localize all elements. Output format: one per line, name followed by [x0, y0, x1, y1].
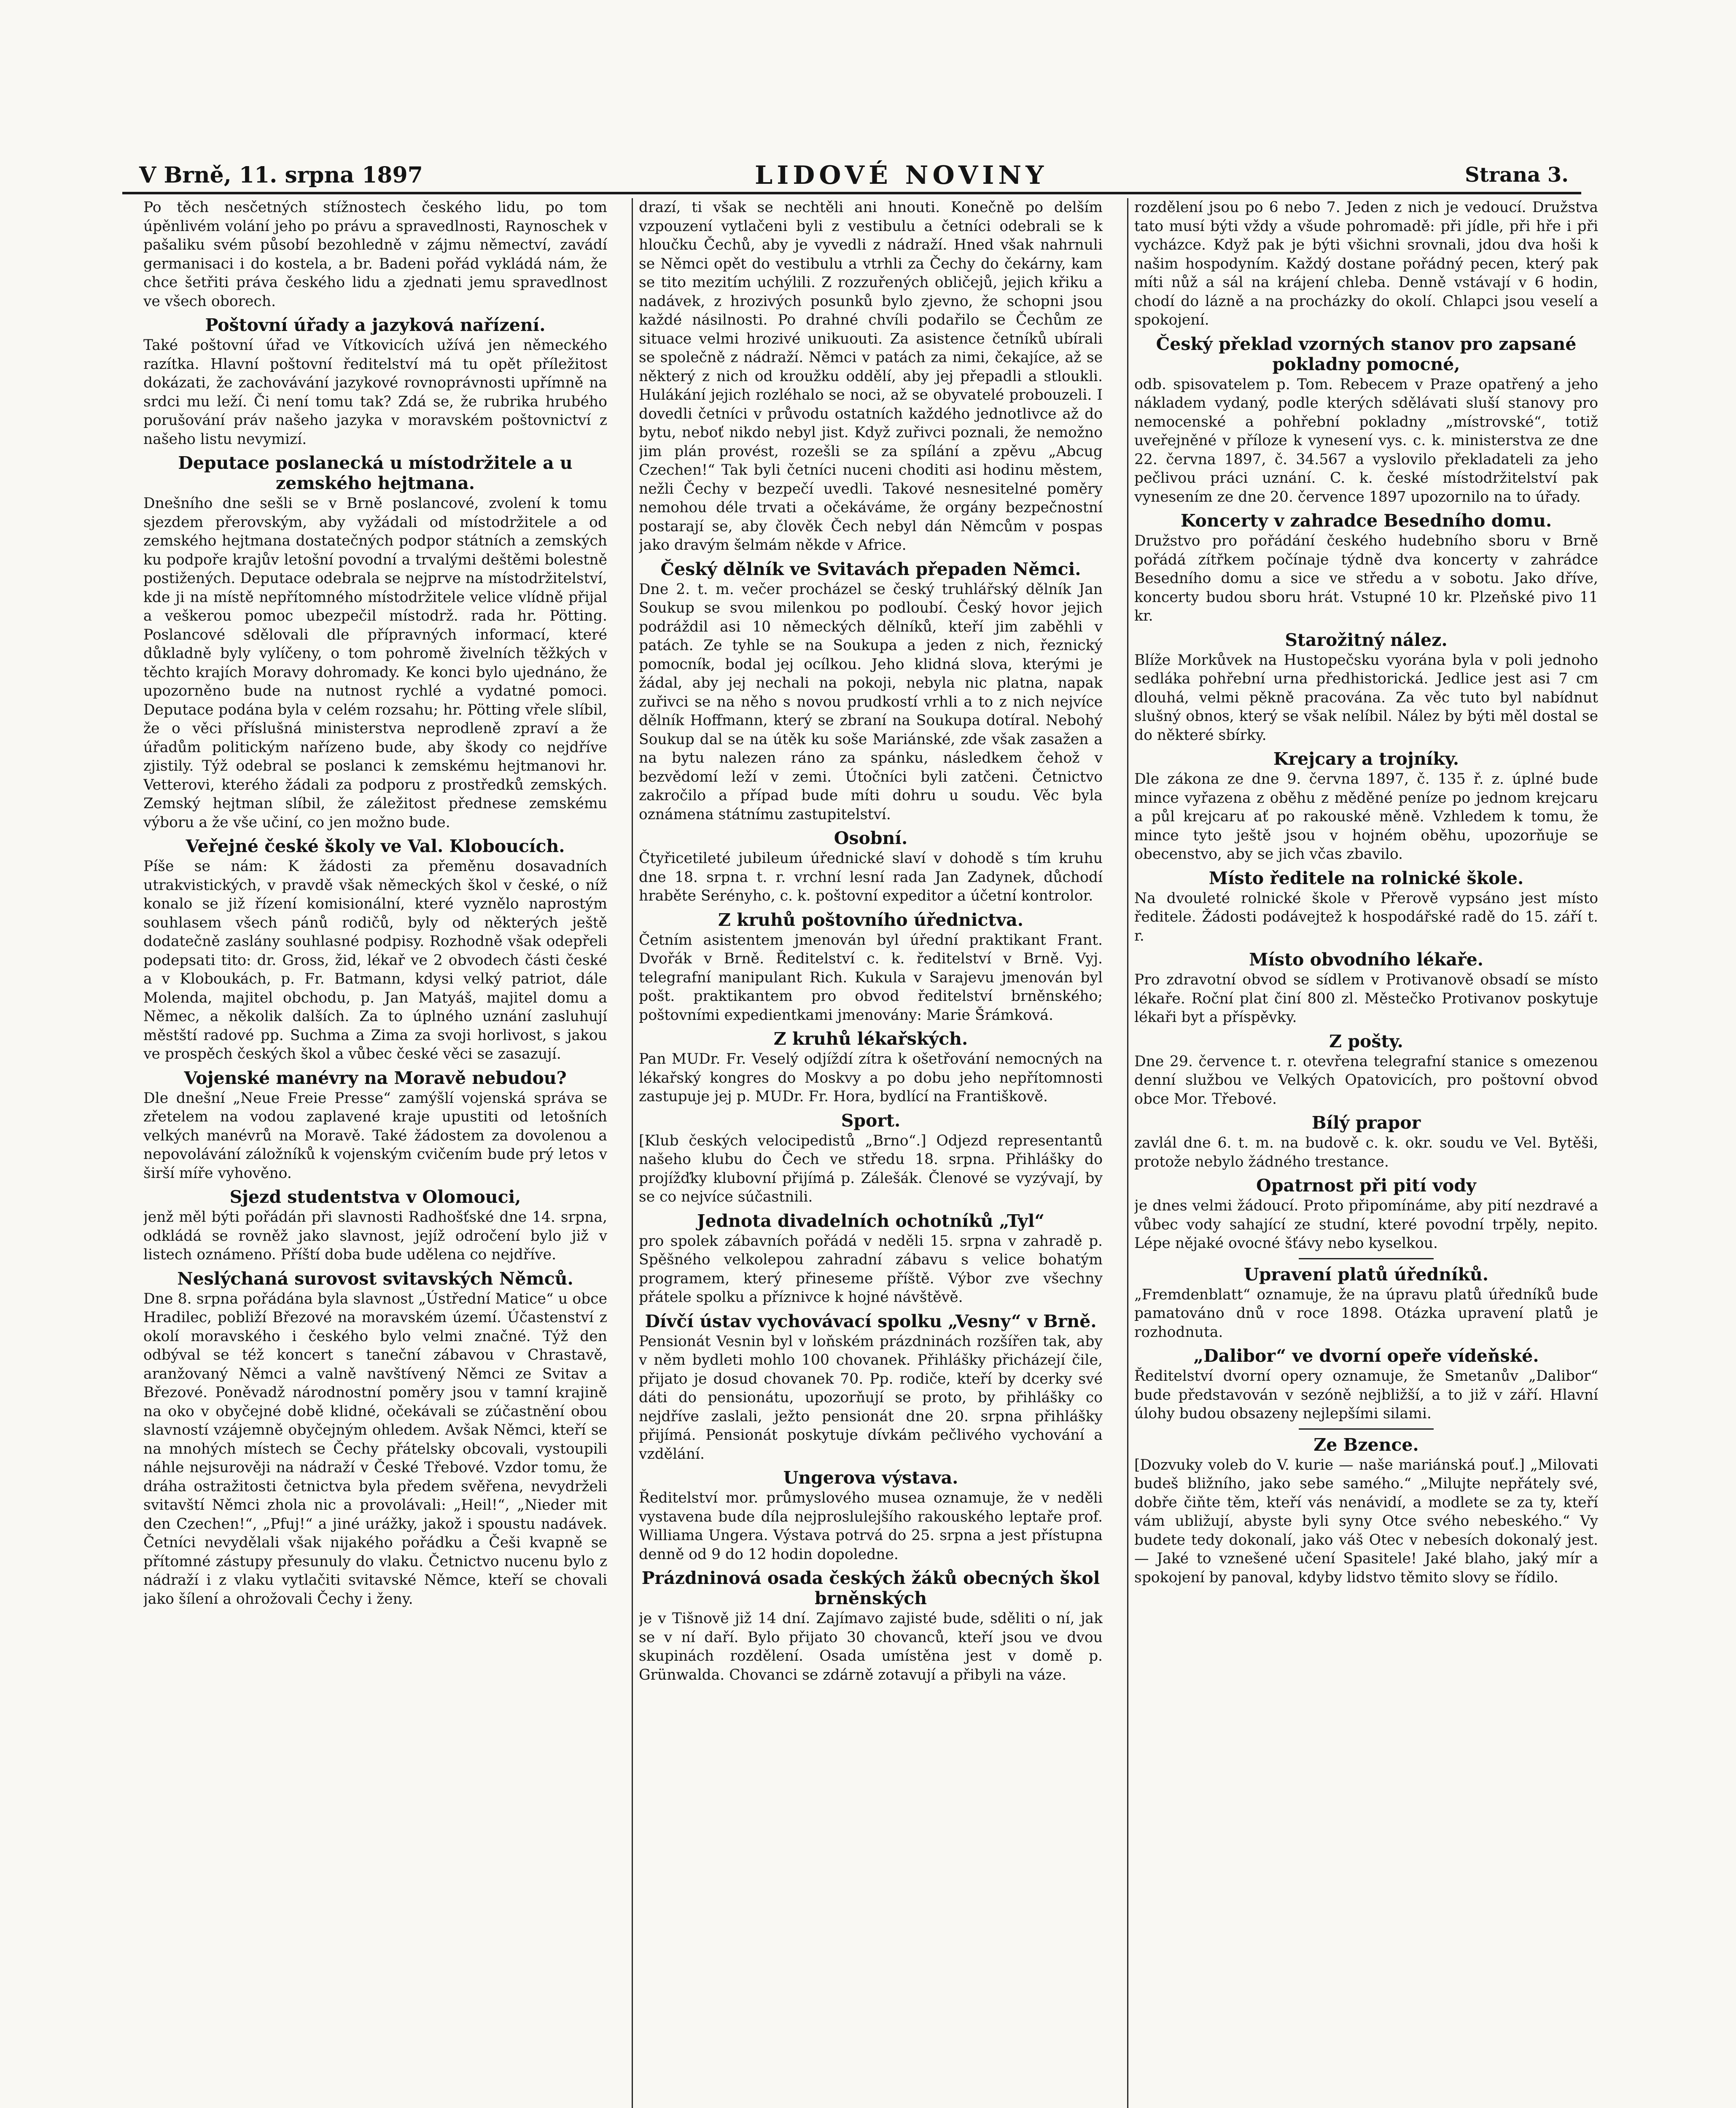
- article-heading: Český překlad vzorných stanov pro zapsané pokladny pomocné,: [1156, 333, 1577, 374]
- article-heading: „Dalibor“ ve dvorní opeře vídeňské.: [1193, 1346, 1539, 1366]
- article-heading: Sport.: [841, 1110, 901, 1131]
- article-body: Družstvo pro pořádání českého hudebního sboru v Brně pořádá zítřkem počínaje týdně dva koncerty v zahrádce Besedního domu a sice ve středu a v sobotu. Jako dříve, koncerty budou sboru hrát. Vstupné 10 kr. Plzeňské pivo 11 kr.: [1134, 532, 1598, 624]
- article-heading: Ungerova výstava.: [783, 1468, 958, 1488]
- article-body: je v Tišnově již 14 dní. Zajímavo zajisté bude, sděliti o ní, jak se v ní daří. Bylo přijato 30 chovanců, kteří jsou ve dvou skupinách rozdělení. Osada umístěna jest v domě p. Grünwalda. Chovanci se zdárně zotavují a přibyli na váze.: [639, 1610, 1103, 1683]
- article-heading: Starožitný nález.: [1285, 629, 1448, 650]
- column-divider-1: [632, 198, 633, 2108]
- article-body: „Fremdenblatt“ oznamuje, že na úpravu platů úředníků bude pamatováno dnů v roce 1898. Otázka upravení platů je rozhodnuta.: [1134, 1286, 1598, 1341]
- article-heading: Upravení platů úředníků.: [1243, 1264, 1489, 1285]
- article-heading: Koncerty v zahradce Besedního domu.: [1180, 511, 1552, 531]
- page-header: [122, 162, 1581, 194]
- article-body: Dnešního dne sešli se v Brně poslancové, zvolení k tomu sjezdem přerovským, aby vyžádali od místodržitele a od zemského hejtmana dostatečných podpor státních a zemských ku podpoře krajův letošní povodní a trvalými deštěmi bolestně postižených. Deputace odebrala se nejprve na místodržitelství, kde ji na místě nepřítomného místodržitele velice vlídně přijal a veškerou pomoc ubezpečil místodrž. rada hr. Pötting. Poslancové sdělovali dle přípravných informací, které důkladně byly vylíčeny, o tom pohromě živelních těžkých v těchto krajích Moravy dohromady. Ke konci bylo ujednáno, že upozorněno bude na nutnost rychlé a vydatné pomoci. Deputace podána byla v celém rozsahu; hr. Pötting vřele slíbil, že o věci příslušná ministerstva neprodleně zpraví a že úřadům politickým nařízeno bude, aby škody co nejdříve zjistily. Týž odebral se poslanci k zemskému hejtmanovi hr. Vetterovi, kterého žádali za podporu z prostředků zemských. Zemský hejtman slíbil, že záležitost přednese zemskému výboru a že vše učiní, co jen možno bude.: [143, 495, 607, 831]
- column-1: [143, 198, 607, 2108]
- article-heading: Prázdninová osada českých žáků obecných škol brněnských: [641, 1568, 1100, 1608]
- article-body: je dnes velmi žádoucí. Proto připomínáme, aby pití nezdravé a vůbec vody sahající ze studní, které povodní trpěly, nepito. Lépe nějaké ovocné šťávy nebo kyselkou.: [1134, 1197, 1598, 1252]
- article-body: [Klub českých velocipedistů „Brno“.] Odjezd representantů našeho klubu do Čech ve středu 18. srpna. Přihlášky do projížďky klubovní přijímá p. Zálešák. Členové se vyzývají, by se co nejvíce súčastnili.: [639, 1132, 1103, 1205]
- article-body: Píše se nám: K žádosti za přeměnu dosavadních utrakvistických, v pravdě však německých škol v české, o níž konalo se již řízení komisionální, které vyznělo naprostým souhlasem všech pánů rodičů, byly od některých ještě dodatečně zaslány souhlasné podpisy. Rozhodně však odepřeli podepsati tito: dr. Gross, žid, lékař ve 2 obvodech části české a v Kloboukách, p. Fr. Batmann, kdysi velký patriot, dále Molenda, majitel obchodu, p. Jan Matyáš, majitel domu a Němec, a několik dalších. Za to úplného uznání zasluhují městští radové pp. Suchma a Zima za svoji horlivost, s jakou ve prospěch českých škol a vůbec české věci se zasazují.: [143, 858, 607, 1062]
- article-body: Dle zákona ze dne 9. června 1897, č. 135 ř. z. úplné bude mince vyřazena z oběhu z měděné peníze po jednom krejcaru a půl krejcaru ať po rakouské měně. Vzhledem k tomu, že mince tyto ještě jsou v hojném oběhu, upozorňuje se obecenstvo, aby se jich včas zbavilo.: [1134, 771, 1598, 863]
- article-heading: Z kruhů lékařských.: [773, 1029, 968, 1049]
- article-heading: Z kruhů poštovního úřednictva.: [718, 909, 1024, 930]
- article-body: Čtyřicetileté jubileum úřednické slaví v dohodě s tím kruhu dne 18. srpna t. r. vrchní lesní rada Jan Zadynek, důchodí hraběte Serényho, c. k. poštovní expeditor a účetní kontrolor.: [639, 850, 1103, 904]
- article-continuation: Po těch nesčetných stížnostech českého lidu, po tom úpěnlivém volání jeho po právu a spravedlnosti, Raynoschek v pašaliku svém působí bezohledně v zájmu němectví, zavádí germanisaci i do kostela, a br. Badeni pořád vykládá nám, že chce šetřiti práva českého lidu a zjednati jemu spravedlnost ve všech oborech.: [143, 199, 607, 310]
- article-heading: Ze Bzence.: [1313, 1434, 1419, 1455]
- section-divider: [1299, 1258, 1434, 1259]
- article-heading: Dívčí ústav vychovávací spolku „Vesny“ v Brně.: [645, 1311, 1097, 1331]
- article-continuation: drazí, ti však se nechtěli ani hnouti. Konečně po delším vzpouzení vytlačeni byli z vestibulu a četníci odebrali se k hloučku Čechů, aby je vyvedli z nádraží. Hned však nahrnuli se Němci opět do vestibulu a vtrhli za Čechy do čekárny, kam se tito mezitím uchýlili. Z rozzuřených obličejů, jejich křiku a nadávek, z hrozivých posunků bylo zjevno, že schopni jsou každé násilnosti. Po drahné chvíli podařilo se Čechům ze situace velmi hrozivé unikuouti. Za asistence četníků ubírali se společně z nádraží. Němci v patách za nimi, čekajíce, až se některý z nich od kroužku oddělí, aby jej přepadli a stloukli. Hulákání jejich rozléhalo se noci, až se obyvatelé probouzeli. I dovedli četníci v průvodu ostatních každého jednotlivce až do bytu, neboť nikdo nebyl jist. Když zuřivci poznali, že nemožno jim plán provést, rozešli se za spílání a zpěvu „Abcug Czechen!“ Tak byli četníci nuceni choditi asi hodinu městem, nežli Čechy v bezpečí uvedli. Takové nesnesitelné poměry nemohou déle trvati a očekáváme, že orgány bezpečnostní postarají se, aby člověk Čech nebyl dán Němcům v pospas jako dravým šelmám někde v Africe.: [639, 199, 1103, 554]
- article-body: Dne 8. srpna pořádána byla slavnost „Ústřední Matice“ u obce Hradilec, pobliží Březové na moravském území. Účastenství z okolí moravského i českého bylo velmi značné. Týž den odbýval se též koncert s taneční zábavou v Chrastavě, aranžovaný Němci a valně navštívený Němci ze Svitav a Březové. Poněvadž národnostní poměry jsou v tamní krajině na oko v obyčejné době klidné, očekávali se zúčastnění obou slavností vzájemně obyčejným ohledem. Avšak Němci, kteří se na mnohých místech se Čechy přátelsky obcovali, vystoupili náhle nejsurověji na nádraží v České Třebové. Vzdor tomu, že dráha ostražitosti četnictva byla předem svěřena, nevydrželi svitavští Němci zhola nic a provolávali: „Heil!“, „Nieder mit den Czechen!“, „Pfuj!“ a jiné urážky, jakož i spoustu nadávek. Četníci nevydělali však nijakého pořádku a Češi kvapně se přítomné zástupy přesunuly do vlaku. Četnictvo nucenu bylo z nádraží i z vlaku vytlačiti svitavské Němce, kteří se chovali jako šílení a ohrožovali Čechy i ženy.: [143, 1290, 607, 1608]
- section-divider: [1299, 1428, 1434, 1430]
- article-heading: Neslýchaná surovost svitavských Němců.: [177, 1268, 573, 1289]
- article-body: Pro zdravotní obvod se sídlem v Protivanově obsadí se místo lékaře. Roční plat činí 800 zl. Městečko Protivanov poskytuje lékaři byt a příspěvky.: [1134, 971, 1598, 1026]
- article-heading: Sjezd studentstva v Olomouci,: [229, 1187, 521, 1207]
- article-body: Také poštovní úřad ve Vítkovicích užívá jen německého razítka. Hlavní poštovní ředitelství má tu opět příležitost dokázati, že zachovávání jazykové rovnoprávnosti upřímně na srdci mu leží. Či není tomu tak? Zdá se, že rubrika hrubého porušování práv našeho jazyka v moravském poštovnictví z našeho listu nevymizí.: [143, 337, 607, 448]
- header-date: V Brně, 11. srpna 1897: [139, 162, 423, 188]
- article-body: jenž měl býti pořádán při slavnosti Radhošťské dne 14. srpna, odkládá se rovněž jako slavnost, jejíž odročení bylo již v listech oznámeno. Příští doba bude udělena co nejdříve.: [143, 1209, 607, 1263]
- article-body: Dle dnešní „Neue Freie Presse“ zamýšlí vojenská správa se zřetelem na vodou zaplavené kraje upustiti od letošních velkých manévrů na Moravě. Také žádostem za dovolenou a nepovolávání záložníků k vojenským cvičením bude prý letos v širší míře vyhověno.: [143, 1089, 607, 1182]
- article-heading: Deputace poslanecká u místodržitele a u zemského hejtmana.: [178, 453, 573, 493]
- article-body: odb. spisovatelem p. Tom. Rebecem v Praze opatřený a jeho nákladem vydaný, podle kterých sdělávati sluší stanovy pro nemocenské a pohřební pokladny „místrovské“, totiž uveřejněné v příloze k vynesení vys. c. k. ministerstva ze dne 22. června 1897, č. 34.567 a vyslovilo překladateli za jeho pečlivou práci uznání. C. k. české místodržitelství pak vynesením ze dne 20. července 1897 upozornilo na to úřady.: [1134, 376, 1598, 505]
- article-heading: Z pošty.: [1329, 1031, 1403, 1051]
- article-body: [Dozvuky voleb do V. kurie — naše mariánská pouť.] „Milovati budeš bližního, jako sebe samého.“ „Milujte nepřátely své, dobře čiňte těm, kteří vás nenávidí, a modlete se za ty, kteří vám ubližují, abyste byli syny Otce svého nebeského.“ Vy budete tedy dokonalí, jako váš Otec v nebesích dokonalý jest. — Jaké to vznešené učení Spasitele! Jaké blaho, jaký mír a spokojení by panoval, kdyby lidstvo těmito slovy se řídilo.: [1134, 1456, 1598, 1586]
- article-body: Četním asistentem jmenován byl úřední praktikant Frant. Dvořák v Brně. Ředitelství c. k. ředitelství v Brně. Vyj. telegrafní manipulant Rich. Kukula v Sarajevu jmenován byl pošt. praktikantem pro obvod ředitelství brněnského; poštovními expedientkami jmenovány: Marie Šrámková.: [639, 931, 1103, 1024]
- column-divider-2: [1127, 198, 1128, 2108]
- article-continuation: rozdělení jsou po 6 nebo 7. Jeden z nich je vedoucí. Družstva tato musí býti vždy a všude pohromadě: při jídle, při hře i při vycházce. Když pak je býti všichni srovnali, jdou dva hoši k našim hospodyním. Každý dostane pořádný pecen, který pak míti nůž a sál na krájení chleba. Denně vstávají v 6 hodin, chodí do lázně a na procházky do okolí. Chlapci jsou veselí a spokojení.: [1134, 199, 1598, 328]
- masthead-title: LIDOVÉ NOVINY: [755, 161, 1048, 190]
- article-body: Blíže Morkůvek na Hustopečsku vyorána byla v poli jednoho sedláka pohřební urna předhistorická. Jedlice jest asi 7 cm dlouhá, velmi pěkně pracována. Za věc tuto byl nabídnut slušný obnos, který se však nelíbil. Nález by býti měl dostal se do některé sbírky.: [1134, 651, 1598, 744]
- column-2: [639, 198, 1103, 2108]
- article-body: pro spolek zábavních pořádá v neděli 15. srpna v zahradě p. Spěšného velkolepou zahradní zábavu s velice bohatým programem, který přineseme příště. Výbor zve všechny přátele spolku a příznivce k hojné návštěvě.: [639, 1232, 1103, 1306]
- article-heading: Opatrnost při pití vody: [1256, 1175, 1476, 1196]
- article-heading: Jednota divadelních ochotníků „Tyl“: [697, 1210, 1045, 1231]
- article-heading: Krejcary a trojníky.: [1273, 749, 1459, 769]
- article-heading: Bílý prapor: [1311, 1113, 1421, 1133]
- article-heading: Vojenské manévry na Moravě nebudou?: [184, 1067, 567, 1088]
- article-body: Dne 2. t. m. večer procházel se český truhlářský dělník Jan Soukup se svou milenkou po podloubí. Český hovor jejich podráždil asi 10 německých dělníků, kteří jim zaběhli v patách. Ze tyhle se na Soukupa a jeden z nich, řeznický pomocník, bodal jej ocílkou. Jeho klidná slova, kterými je žádal, aby jej nechali na pokoji, nebyla nic platna, napak zuřivci se na něho s novou prudkostí vrhli a to z nich nejvíce dělník Hoffmann, který se zbraní na Soukupa dotíral. Nebohý Soukup dal se na útěk ku soše Mariánské, zde však zasažen a na bytu nalezen ráno za spánku, následkem čehož v bezvědomí leží v zemi. Útočníci byli zatčeni. Četnictvo zakročilo a případ bude míti dohru u soudu. Věc byla oznámena státnímu zastupitelství.: [639, 581, 1103, 823]
- article-heading: Český dělník ve Svitavách přepaden Němci.: [660, 559, 1081, 579]
- article-heading: Osobní.: [834, 828, 908, 848]
- page-number: Strana 3.: [1464, 163, 1569, 187]
- column-3: [1134, 198, 1598, 2108]
- article-body: Pan MUDr. Fr. Veselý odjíždí zítra k ošetřování nemocných na lékařský kongres do Moskvy a po dobu jeho nepřítomnosti zastupuje jej p. MUDr. Fr. Hora, bydlící na Františkově.: [639, 1051, 1103, 1105]
- article-heading: Veřejné české školy ve Val. Kloboucích.: [186, 836, 565, 856]
- article-body: Pensionát Vesnin byl v loňském prázdninách rozšířen tak, aby v něm bydleti mohlo 100 chovanek. Přihlášky přicházejí čile, přijato je dosud chovanek 70. Pp. rodiče, kteří by dcerky své dáti do pensionátu, upozorňují se proto, by přihlášky co nejdříve zaslali, ježto pensionát dne 20. srpna přihlášky přijímá. Pensionát poskytuje dívkám pečlivého vychování a vzdělání.: [639, 1333, 1103, 1463]
- article-heading: Místo obvodního lékaře.: [1249, 949, 1483, 970]
- article-body: Ředitelství dvorní opery oznamuje, že Smetanův „Dalibor“ bude představován v sezóně nejbližší, a to již v září. Hlavní úlohy budou obsazeny nejlepšími silami.: [1134, 1368, 1598, 1422]
- article-body: Na dvouleté rolnické škole v Přerově vypsáno jest místo ředitele. Žádosti podávejtež k hospodářské radě do 15. září t. r.: [1134, 890, 1598, 944]
- article-heading: Místo ředitele na rolnické škole.: [1208, 868, 1524, 888]
- article-body: zavlál dne 6. t. m. na budově c. k. okr. soudu ve Vel. Bytěši, protože nebylo žádného trestance.: [1134, 1135, 1598, 1170]
- article-body: Dne 29. července t. r. otevřena telegrafní stanice s omezenou denní službou ve Velkých Opatovicích, pro poštovní obvod obce Mor. Třebové.: [1134, 1053, 1598, 1108]
- article-body: Ředitelství mor. průmyslového musea oznamuje, že v neděli vystavena bude díla nejproslulejšího rakouského leptaře prof. Williama Ungera. Výstava potrvá do 25. srpna a jest přístupna denně od 9 do 12 hodin dopoledne.: [639, 1490, 1103, 1563]
- article-heading: Poštovní úřady a jazyková nařízení.: [205, 315, 546, 335]
